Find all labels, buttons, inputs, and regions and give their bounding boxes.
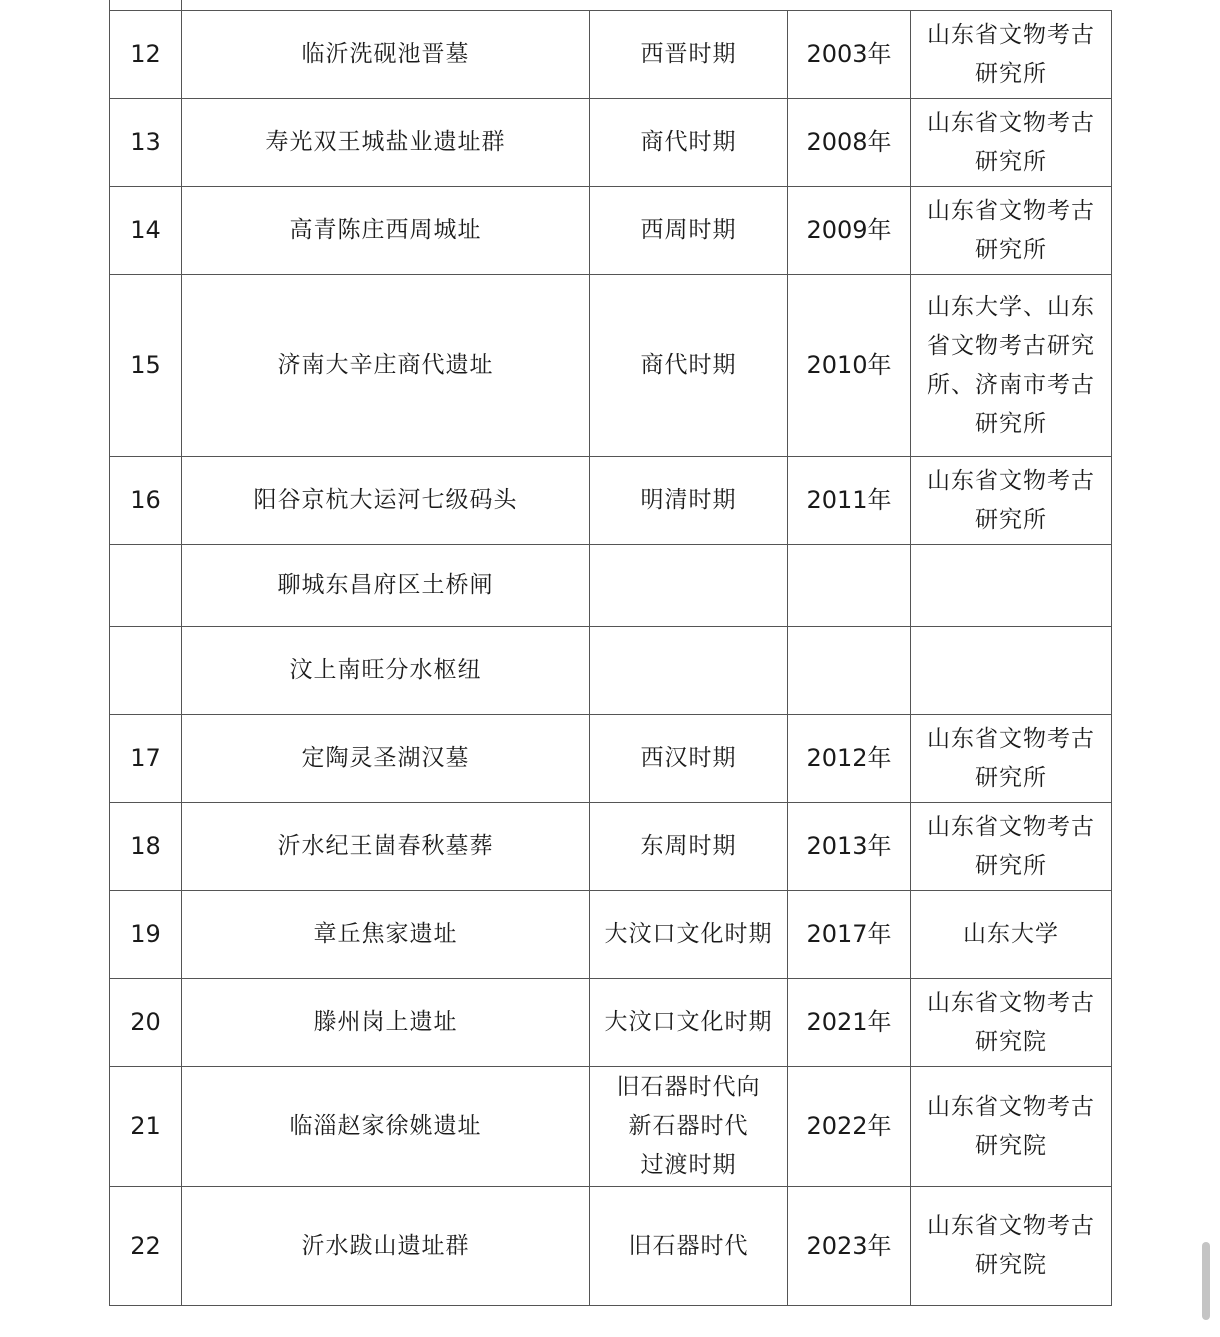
organization-text: 山东省文物考古 研究所 bbox=[927, 197, 1095, 263]
number-text: 16 bbox=[130, 486, 161, 514]
cell-period bbox=[590, 979, 788, 1067]
organization-text: 山东省文物考古 研究院 bbox=[927, 1093, 1095, 1159]
period-text: 西汉时期 bbox=[640, 745, 737, 771]
cell-site-name bbox=[182, 891, 590, 979]
cell-number bbox=[110, 457, 182, 545]
organization-text: 山东省文物考古 研究所 bbox=[927, 21, 1095, 87]
period-text: 明清时期 bbox=[640, 487, 737, 513]
table-row bbox=[110, 187, 1112, 275]
cell-organization bbox=[911, 979, 1112, 1067]
cell-organization bbox=[911, 627, 1112, 715]
year-text: 2013年 bbox=[806, 832, 892, 860]
cell-year bbox=[788, 715, 911, 803]
year-text: 2009年 bbox=[806, 216, 892, 244]
number-text: 14 bbox=[130, 216, 161, 244]
number-text: 21 bbox=[130, 1112, 161, 1140]
cell-year bbox=[788, 891, 911, 979]
cell-year bbox=[788, 11, 911, 99]
cell-period bbox=[590, 11, 788, 99]
cell-organization bbox=[911, 891, 1112, 979]
cell-year bbox=[788, 275, 911, 457]
site-name-text: 沂水纪王崮春秋墓葬 bbox=[277, 833, 494, 859]
cell-year bbox=[788, 99, 911, 187]
number-text: 13 bbox=[130, 128, 161, 156]
cell-number bbox=[110, 99, 182, 187]
cell-period bbox=[590, 1187, 788, 1306]
cell-period bbox=[590, 715, 788, 803]
table-row bbox=[110, 275, 1112, 457]
table-row bbox=[110, 891, 1112, 979]
cell-period bbox=[590, 99, 788, 187]
organization-text: 山东省文物考古 研究所 bbox=[927, 725, 1095, 791]
cell-number bbox=[110, 545, 182, 627]
cell-organization bbox=[911, 11, 1112, 99]
period-text: 大汶口文化时期 bbox=[604, 921, 773, 947]
table-row bbox=[110, 99, 1112, 187]
cell-organization bbox=[911, 545, 1112, 627]
cell-period bbox=[590, 891, 788, 979]
cell-year bbox=[788, 545, 911, 627]
cell-site-name bbox=[182, 1067, 590, 1187]
cell-organization bbox=[911, 1187, 1112, 1306]
organization-text: 山东省文物考古 研究所 bbox=[927, 467, 1095, 533]
organization-text: 山东大学、山东 省文物考古研究 所、济南市考古 研究所 bbox=[927, 293, 1095, 437]
period-text: 大汶口文化时期 bbox=[604, 1009, 773, 1035]
table-row bbox=[110, 979, 1112, 1067]
table-top-edge-left bbox=[109, 0, 110, 10]
cell-number bbox=[110, 1067, 182, 1187]
cell-site-name bbox=[182, 715, 590, 803]
table-row bbox=[110, 545, 1112, 627]
site-name-text: 沂水跋山遗址群 bbox=[301, 1232, 470, 1259]
organization-text: 山东省文物考古 研究院 bbox=[927, 1213, 1095, 1278]
cell-number bbox=[110, 1187, 182, 1306]
cell-site-name bbox=[182, 457, 590, 545]
number-text: 19 bbox=[130, 920, 161, 948]
cell-year bbox=[788, 187, 911, 275]
year-text: 2023年 bbox=[806, 1231, 892, 1260]
cell-year bbox=[788, 1067, 911, 1187]
period-text: 商代时期 bbox=[640, 129, 737, 155]
cell-number bbox=[110, 187, 182, 275]
cell-site-name bbox=[182, 545, 590, 627]
organization-text: 山东省文物考古 研究院 bbox=[927, 989, 1095, 1055]
year-text: 2003年 bbox=[806, 40, 892, 68]
cell-number bbox=[110, 275, 182, 457]
cell-organization bbox=[911, 457, 1112, 545]
cell-site-name bbox=[182, 99, 590, 187]
year-text: 2022年 bbox=[806, 1112, 892, 1140]
table-row bbox=[110, 457, 1112, 545]
cell-year bbox=[788, 457, 911, 545]
period-text: 东周时期 bbox=[640, 833, 737, 859]
number-text: 22 bbox=[130, 1231, 161, 1260]
table-row bbox=[110, 11, 1112, 99]
cell-year bbox=[788, 1187, 911, 1306]
cell-period bbox=[590, 545, 788, 627]
site-name-text: 临沂洗砚池晋墓 bbox=[301, 41, 470, 67]
year-text: 2011年 bbox=[806, 486, 892, 514]
cell-period bbox=[590, 803, 788, 891]
table-row bbox=[110, 627, 1112, 715]
cell-number bbox=[110, 11, 182, 99]
period-text: 旧石器时代向 新石器时代 过渡时期 bbox=[616, 1074, 761, 1178]
cell-site-name bbox=[182, 11, 590, 99]
site-name-text: 临淄赵家徐姚遗址 bbox=[289, 1113, 482, 1139]
period-text: 西周时期 bbox=[640, 217, 737, 243]
cell-site-name bbox=[182, 275, 590, 457]
scrollbar-thumb[interactable] bbox=[1202, 1242, 1210, 1320]
year-text: 2010年 bbox=[806, 351, 892, 379]
cell-period bbox=[590, 457, 788, 545]
year-text: 2017年 bbox=[806, 920, 892, 948]
year-text: 2021年 bbox=[806, 1008, 892, 1036]
cell-number bbox=[110, 803, 182, 891]
cell-organization bbox=[911, 99, 1112, 187]
table-top-edge-right bbox=[181, 0, 182, 10]
cell-site-name bbox=[182, 979, 590, 1067]
cell-site-name bbox=[182, 803, 590, 891]
cell-year bbox=[788, 627, 911, 715]
organization-text: 山东大学 bbox=[963, 921, 1059, 947]
cell-site-name bbox=[182, 187, 590, 275]
cell-organization bbox=[911, 803, 1112, 891]
site-name-text: 高青陈庄西周城址 bbox=[289, 217, 482, 243]
year-text: 2008年 bbox=[806, 128, 892, 156]
cell-period bbox=[590, 275, 788, 457]
site-name-text: 聊城东昌府区土桥闸 bbox=[277, 572, 494, 598]
cell-number bbox=[110, 891, 182, 979]
cell-number bbox=[110, 979, 182, 1067]
cell-site-name bbox=[182, 1187, 590, 1306]
period-text: 旧石器时代 bbox=[628, 1232, 749, 1259]
site-name-text: 济南大辛庄商代遗址 bbox=[277, 352, 494, 378]
cell-organization bbox=[911, 187, 1112, 275]
organization-text: 山东省文物考古 研究所 bbox=[927, 109, 1095, 175]
cell-year bbox=[788, 803, 911, 891]
site-name-text: 汶上南旺分水枢纽 bbox=[289, 657, 482, 683]
number-text: 18 bbox=[130, 832, 161, 860]
cell-period bbox=[590, 1067, 788, 1187]
cell-number bbox=[110, 715, 182, 803]
table-body bbox=[110, 11, 1112, 1306]
archaeology-sites-table bbox=[109, 10, 1112, 1306]
cell-organization bbox=[911, 715, 1112, 803]
cell-period bbox=[590, 187, 788, 275]
number-text: 12 bbox=[130, 40, 161, 68]
organization-text: 山东省文物考古 研究所 bbox=[927, 813, 1095, 879]
cell-year bbox=[788, 979, 911, 1067]
site-name-text: 定陶灵圣湖汉墓 bbox=[301, 745, 470, 771]
site-name-text: 阳谷京杭大运河七级码头 bbox=[253, 487, 518, 513]
year-text: 2012年 bbox=[806, 744, 892, 772]
cell-site-name bbox=[182, 627, 590, 715]
site-name-text: 寿光双王城盐业遗址群 bbox=[265, 129, 506, 155]
table-row bbox=[110, 715, 1112, 803]
cell-organization bbox=[911, 1067, 1112, 1187]
cell-period bbox=[590, 627, 788, 715]
cell-number bbox=[110, 627, 182, 715]
table-row bbox=[110, 1187, 1112, 1306]
number-text: 17 bbox=[130, 744, 161, 772]
site-name-text: 章丘焦家遗址 bbox=[313, 921, 458, 947]
period-text: 商代时期 bbox=[640, 352, 737, 378]
table-row bbox=[110, 803, 1112, 891]
period-text: 西晋时期 bbox=[640, 41, 737, 67]
table-row bbox=[110, 1067, 1112, 1187]
number-text: 15 bbox=[130, 351, 161, 379]
site-name-text: 滕州岗上遗址 bbox=[313, 1009, 458, 1035]
number-text: 20 bbox=[130, 1008, 161, 1036]
cell-organization bbox=[911, 275, 1112, 457]
